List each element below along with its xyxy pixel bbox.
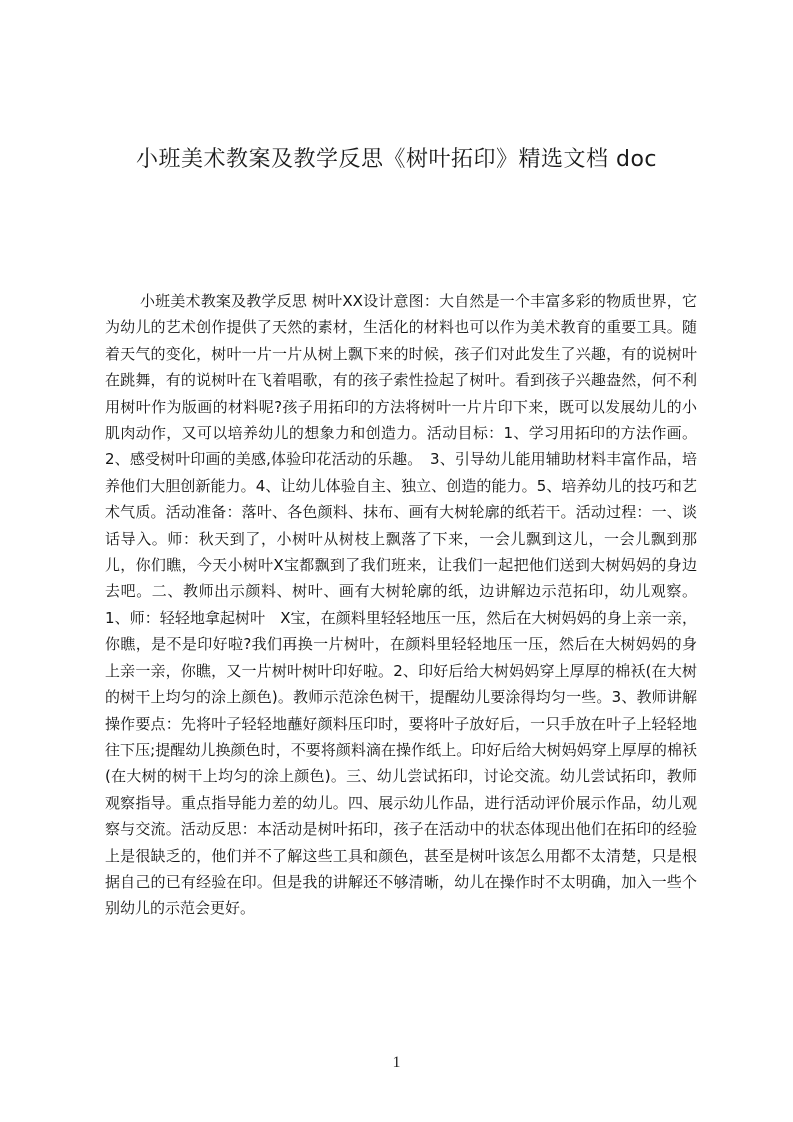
document-body: 小班美术教案及教学反思 树叶XX设计意图：大自然是一个丰富多彩的物质世界，它为幼儿的艺术创作提供了天然的素材，生活化的材料也可以作为美术教育的重要工具。随着天气的变化，树叶一片一片从树上飘下来的时候，孩子们对此发生了兴趣，有的说树叶在跳舞，有的说树叶在飞着唱歌，有的孩子索性捡起了树叶。看到孩子兴趣盎然，何不利用树叶作为版画的材料呢?孩子用拓印的方法将树叶一片片印下来，既可以发展幼儿的小肌肉动作，又可以培养幼儿的想象力和创造力。活动目标：1、学习用拓印的方法作画。2、感受树叶印画的美感,体验印花活动的乐趣。 3、引导幼儿能用辅助材料丰富作品，培养他们大胆创新能力。4、让幼儿体验自主、独立、创造的能力。5、培养幼儿的技巧和艺术气质。活动准备：落叶、各色颜料、抹布、画有大树轮廓的纸若干。活动过程：一、谈话导入。师：秋天到了，小树叶从树枝上飘落了下来，一会儿飘到这儿，一会儿飘到那儿，你们瞧，今天小树叶X宝都飘到了我们班来，让我们一起把他们送到大树妈妈的身边去吧。二、教师出示颜料、树叶、画有大树轮廓的纸，边讲解边示范拓印，幼儿观察。1、师：轻轻地拿起树叶 X宝，在颜料里轻轻地压一压，然后在大树妈妈的身上亲一亲，你瞧，是不是印好啦?我们再换一片树叶，在颜料里轻轻地压一压，然后在大树妈妈的身上亲一亲，你瞧，又一片树叶树叶印好啦。2、印好后给大树妈妈穿上厚厚的棉袄(在大树的树干上均匀的涂上颜色)。教师示范涂色树干，提醒幼儿要涂得均匀一些。3、教师讲解操作要点：先将叶子轻轻地蘸好颜料压印时，要将叶子放好后，一只手放在叶子上轻轻地往下压;提醒幼儿换颜色时，不要将颜料滴在操作纸上。印好后给大树妈妈穿上厚厚的棉袄(在大树的树干上均匀的涂上颜色)。三、幼儿尝试拓印，讨论交流。幼儿尝试拓印，教师观察指导。重点指导能力差的幼儿。四、展示幼儿作品，进行活动评价展示作品，幼儿观察与交流。活动反思：本活动是树叶拓印，孩子在活动中的状态体现出他们在拓印的经验上是很缺乏的，他们并不了解这些工具和颜色，甚至是树叶该怎么用都不太清楚，只是根据自己的已有经验在印。但是我的讲解还不够清晰，幼儿在操作时不太明确，加入一些个别幼儿的示范会更好。: [105, 292, 697, 918]
document-title: 小班美术教案及教学反思《树叶拓印》精选文档 doc: [135, 147, 657, 172]
page-number: 1: [392, 1054, 401, 1071]
